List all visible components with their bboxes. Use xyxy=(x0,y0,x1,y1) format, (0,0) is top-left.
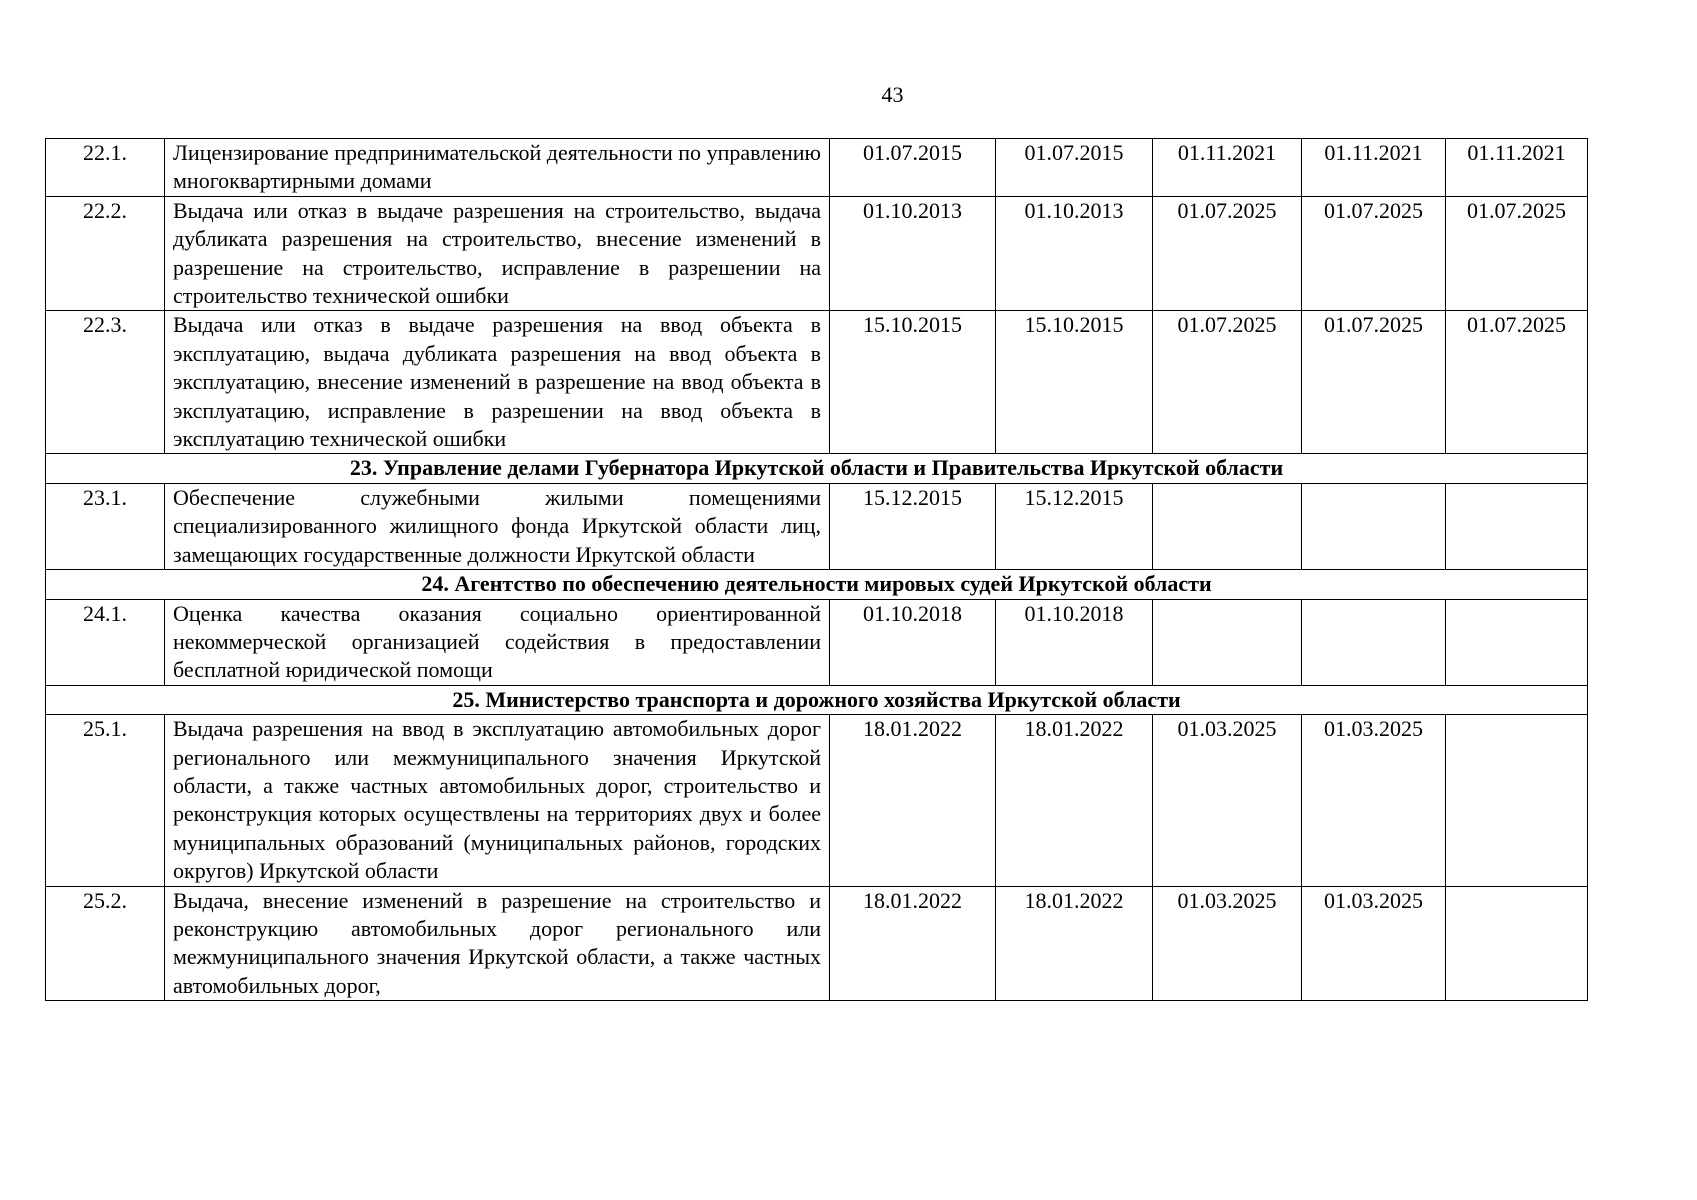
section-heading-row xyxy=(46,685,1588,714)
table-row xyxy=(46,599,1588,685)
section-heading-row xyxy=(46,454,1588,483)
row-description: Оценка качества оказания социально ориентированной некоммерческой организацией содействия в предоставлении бесплатной юридической помощи xyxy=(165,599,830,685)
row-description: Лицензирование предпринимательской деятельности по управлению многоквартирными домами xyxy=(165,139,830,197)
row-number: 23.1. xyxy=(46,483,165,569)
date-cell: 01.07.2015 xyxy=(996,139,1153,197)
date-cell: 01.07.2025 xyxy=(1153,311,1302,454)
date-cell: 01.11.2021 xyxy=(1153,139,1302,197)
table-row xyxy=(46,886,1588,1001)
date-cell: 18.01.2022 xyxy=(830,886,996,1001)
date-cell: 15.12.2015 xyxy=(830,483,996,569)
row-number: 25.2. xyxy=(46,886,165,1001)
table-row xyxy=(46,715,1588,886)
date-cell: 01.11.2021 xyxy=(1446,139,1588,197)
date-cell: 01.03.2025 xyxy=(1302,886,1446,1001)
date-cell: 01.10.2018 xyxy=(996,599,1153,685)
date-cell xyxy=(1302,599,1446,685)
date-cell: 18.01.2022 xyxy=(996,715,1153,886)
date-cell: 01.07.2025 xyxy=(1446,196,1588,311)
date-cell: 01.10.2013 xyxy=(996,196,1153,311)
date-cell: 15.12.2015 xyxy=(996,483,1153,569)
row-number: 22.1. xyxy=(46,139,165,197)
date-cell xyxy=(1302,483,1446,569)
row-number: 22.3. xyxy=(46,311,165,454)
date-cell: 01.11.2021 xyxy=(1302,139,1446,197)
row-description: Обеспечение служебными жилыми помещениями специализированного жилищного фонда Иркутской области лиц, замещающих государственные должности Иркутской области xyxy=(165,483,830,569)
row-description: Выдача или отказ в выдаче разрешения на строительство, выдача дубликата разрешения на строительство, внесение изменений в разрешение на строительство, исправление в разрешении на строительство технической ошибки xyxy=(165,196,830,311)
section-heading: 24. Агентство по обеспечению деятельности мировых судей Иркутской области xyxy=(46,570,1588,599)
row-number: 24.1. xyxy=(46,599,165,685)
section-heading-row xyxy=(46,570,1588,599)
date-cell xyxy=(1446,483,1588,569)
date-cell xyxy=(1153,483,1302,569)
date-cell: 18.01.2022 xyxy=(830,715,996,886)
date-cell: 15.10.2015 xyxy=(830,311,996,454)
date-cell: 01.07.2025 xyxy=(1302,196,1446,311)
date-cell: 01.10.2018 xyxy=(830,599,996,685)
table-row xyxy=(46,196,1588,311)
date-cell: 01.07.2015 xyxy=(830,139,996,197)
date-cell xyxy=(1446,886,1588,1001)
date-cell: 01.10.2013 xyxy=(830,196,996,311)
section-heading: 25. Министерство транспорта и дорожного хозяйства Иркутской области xyxy=(46,685,1588,714)
date-cell xyxy=(1446,715,1588,886)
date-cell: 01.03.2025 xyxy=(1302,715,1446,886)
row-description: Выдача разрешения на ввод в эксплуатацию автомобильных дорог регионального или межмуниципального значения Иркутской области, а также частных автомобильных дорог, строительство и реконструкция которых осуществлены на территориях двух и более муниципальных образований (муниципальных районов, городских округов) Иркутской области xyxy=(165,715,830,886)
row-description: Выдача, внесение изменений в разрешение на строительство и реконструкцию автомобильных дорог регионального или межмуниципального значения Иркутской области, а также частных автомобильных дорог, xyxy=(165,886,830,1001)
date-cell: 01.07.2025 xyxy=(1153,196,1302,311)
table-row xyxy=(46,483,1588,569)
date-cell: 18.01.2022 xyxy=(996,886,1153,1001)
row-number: 22.2. xyxy=(46,196,165,311)
date-cell: 01.07.2025 xyxy=(1302,311,1446,454)
date-cell: 15.10.2015 xyxy=(996,311,1153,454)
date-cell: 01.07.2025 xyxy=(1446,311,1588,454)
table-row xyxy=(46,311,1588,454)
date-cell xyxy=(1153,599,1302,685)
date-cell: 01.03.2025 xyxy=(1153,715,1302,886)
date-cell xyxy=(1446,599,1588,685)
date-cell: 01.03.2025 xyxy=(1153,886,1302,1001)
services-table xyxy=(45,138,1588,1001)
row-number: 25.1. xyxy=(46,715,165,886)
page-number: 43 xyxy=(881,82,904,107)
row-description: Выдача или отказ в выдаче разрешения на ввод объекта в эксплуатацию, выдача дубликата разрешения на ввод объекта в эксплуатацию, внесение изменений в разрешение на ввод объекта в эксплуатацию, исправление в разрешении на ввод объекта в эксплуатацию технической ошибки xyxy=(165,311,830,454)
table-row xyxy=(46,139,1588,197)
section-heading: 23. Управление делами Губернатора Иркутской области и Правительства Иркутской области xyxy=(46,454,1588,483)
